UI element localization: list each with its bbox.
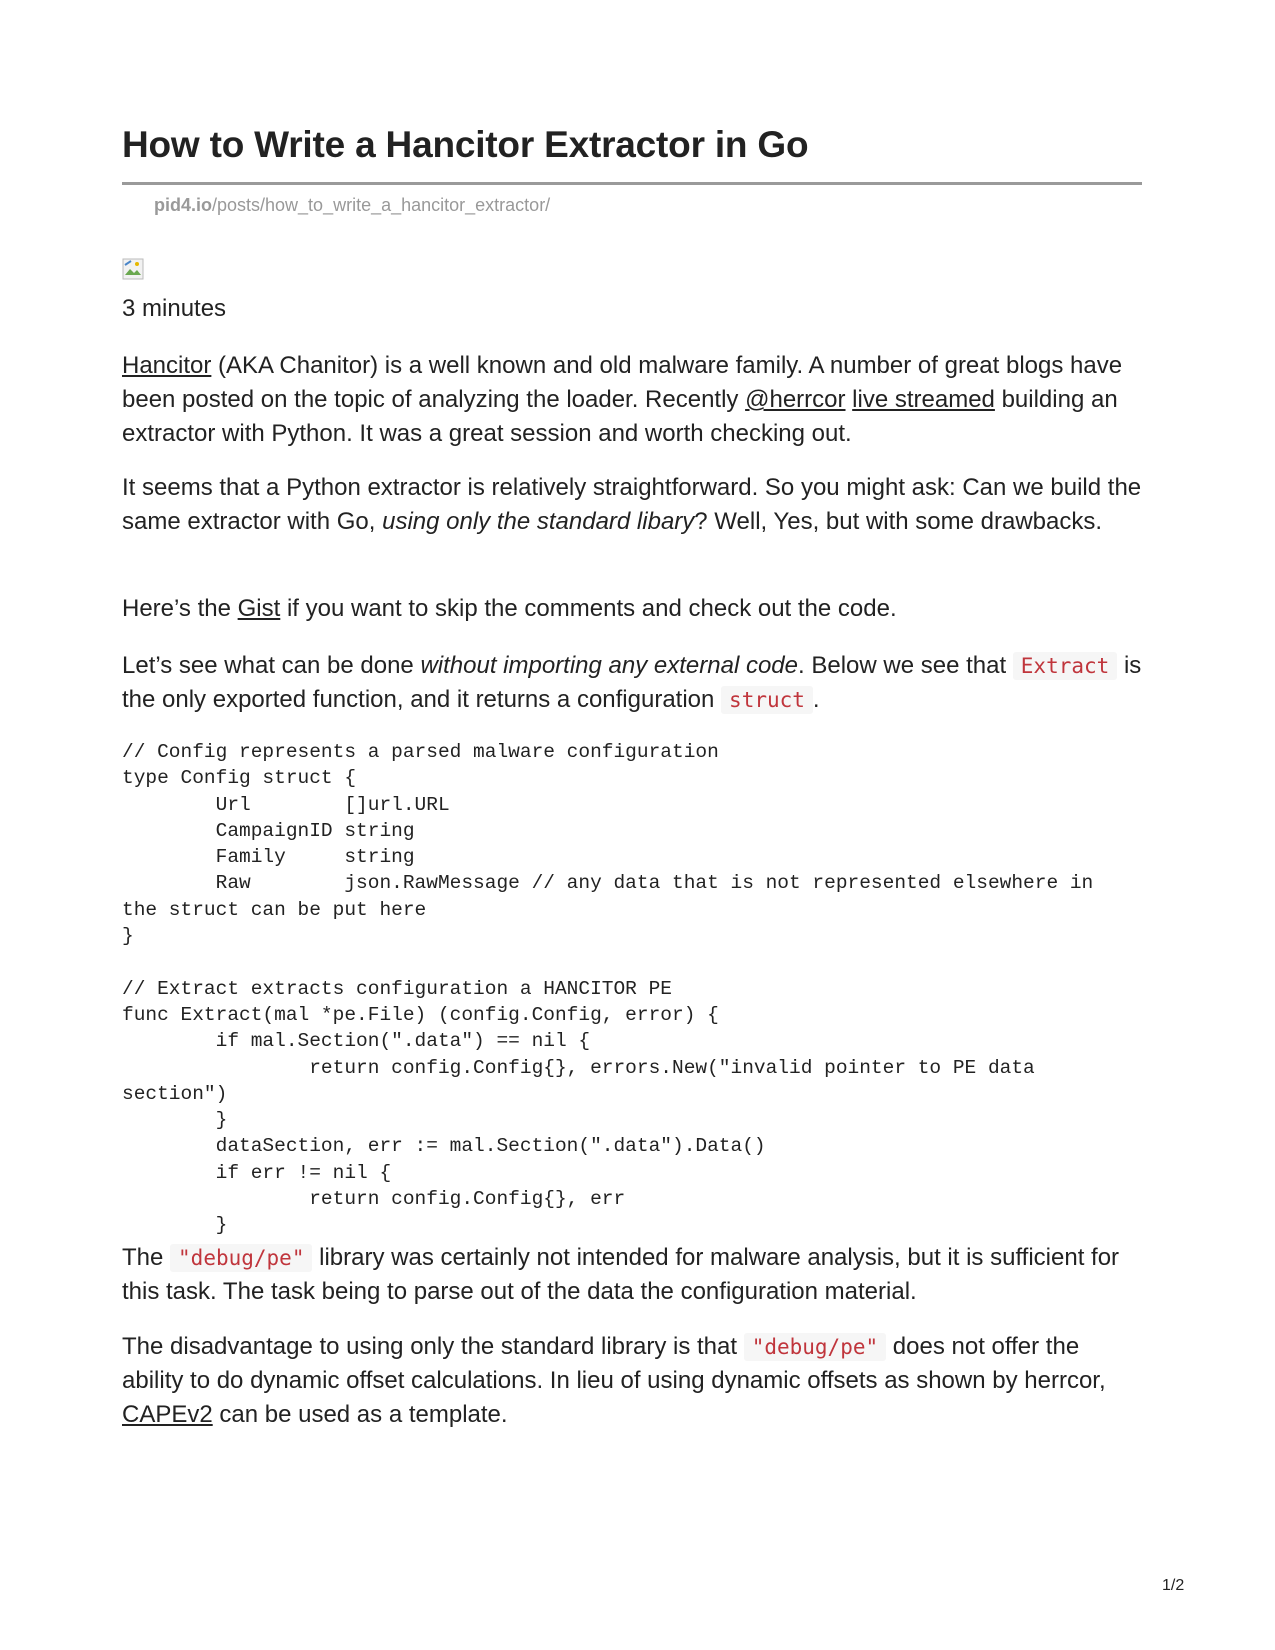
inline-code-extract: Extract [1013,652,1118,680]
link-live-streamed[interactable]: live streamed [852,386,995,413]
link-capev2[interactable]: CAPEv2 [122,1401,213,1428]
inline-code-debug-pe-2: "debug/pe" [744,1333,886,1361]
page-number: 1/2 [1162,1577,1185,1594]
link-hancitor[interactable]: Hancitor [122,352,212,379]
paragraph-intro: Hancitor (AKA Chanitor) is a well known and old malware family. A number of great blogs have been posted on the topic of analyzing the loader. Recently @herrcor live streamed building an extractor with Python. It was a great session and worth checking out. [122,352,1123,447]
source-path: /posts/how_to_write_a_hancitor_extractor/ [212,195,551,215]
paragraph-disadvantage: The disadvantage to using only the standard library is that "debug/pe" does not offer the ability to do dynamic offset calculations. In lieu of using dynamic offsets as shown by herrcor, CAPEv2 can be used as a template. [122,1333,1106,1428]
paragraph-gist: Here’s the Gist if you want to skip the comments and check out the code. [122,595,897,622]
paragraph-extract: Let’s see what can be done without importing any external code. Below we see that Extract is the only exported function, and it returns a configuration struct . [122,652,1142,713]
paragraph-question: It seems that a Python extractor is relatively straightforward. So you might ask: Can we build the same extractor with Go, using only the standard libary? Well, Yes, but with some drawbacks. [122,474,1142,535]
inline-code-debug-pe: "debug/pe" [170,1244,312,1272]
link-herrcor[interactable]: @herrcor [745,386,846,413]
read-time: 3 minutes [122,295,227,322]
title-divider [122,182,1142,185]
broken-image-icon [122,258,144,280]
source-url[interactable] [154,195,550,216]
source-domain: pid4.io [154,195,212,215]
link-gist[interactable]: Gist [237,595,281,622]
code-block: // Config represents a parsed malware configuration type Config struct { Url []url.URL CampaignID string Family string Raw json.RawMessage // any data that is not represented elsewhere in the struct can be put here } // Extract extracts configuration a HANCITOR PE func Extract(mal *pe.File) (config.Config, error) { if mal.Section(".data") == nil { return config.Config{}, errors.New("invalid pointer to PE data section") } dataSection, err := mal.Section(".data").Data() if err != nil { return config.Config{}, err } [122,741,1094,1237]
article-title: How to Write a Hancitor Extractor in Go [122,124,809,165]
inline-code-struct: struct [721,686,813,714]
paragraph-debug-pe: The "debug/pe" library was certainly not intended for malware analysis, but it is sufficient for this task. The task being to parse out of the data the configuration material. [122,1244,1120,1305]
